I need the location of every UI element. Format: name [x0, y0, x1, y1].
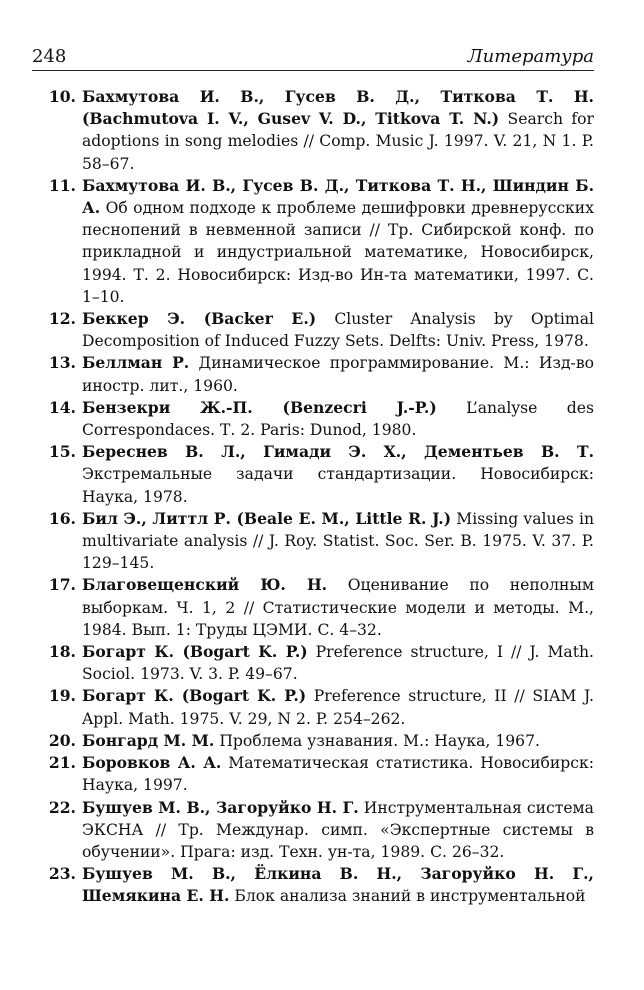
reference-number: 18. — [48, 642, 76, 662]
reference-list — [32, 86, 594, 908]
reference-item — [32, 86, 594, 175]
reference-authors: Бил Э., Литтл Р. (Beale E. M., Little R. J.) — [82, 508, 452, 528]
reference-number: 14. — [48, 397, 76, 417]
reference-number: 21. — [48, 753, 76, 773]
reference-item — [32, 397, 594, 441]
reference-text: Missing values in multivariate analysis // J. Roy. Statist. Soc. Ser. B. 1975. V. 37. P. 129–145. — [82, 509, 594, 573]
reference-authors: Бахмутова И. В., Гусев В. Д., Титкова Т. Н., Шиндин Б. А. — [82, 175, 594, 218]
reference-text: Блок анализа знаний в инструментальной — [234, 887, 586, 906]
reference-item — [32, 352, 594, 396]
reference-authors: Бушуев М. В., Ёлкина В. Н., Загоруйко Н. Г., Шемякина Е. Н. — [82, 864, 594, 906]
reference-item — [32, 508, 594, 575]
reference-number: 11. — [48, 175, 76, 195]
reference-text: Динамическое программирование. М.: Изд-во иностр. лит., 1960. — [82, 354, 594, 395]
reference-authors: Благовещенский Ю. Н. — [82, 575, 328, 595]
reference-number: 19. — [48, 686, 76, 706]
reference-number: 17. — [48, 575, 76, 595]
running-header — [32, 46, 594, 71]
reference-authors: Бушуев М. В., Загоруйко Н. Г. — [82, 797, 359, 817]
reference-text: Проблема узнавания. М.: Наука, 1967. — [219, 731, 540, 750]
reference-item — [32, 574, 594, 641]
reference-text: Экстремальные задачи стандартизации. Новосибирск: Наука, 1978. — [82, 465, 594, 506]
page-number: 248 — [32, 46, 67, 67]
reference-item — [32, 752, 594, 796]
reference-authors: Бензекри Ж.-П. (Benzecri J.-P.) — [82, 397, 437, 417]
reference-text: Инструментальная система ЭКСНА // Тр. Междунар. симп. «Экспертные системы в обучении». Прага: изд. Техн. ун-та, 1989. С. 26–32. — [82, 798, 594, 861]
reference-item — [32, 797, 594, 864]
reference-number: 23. — [48, 864, 76, 884]
reference-text: Оценивание по неполным выборкам. Ч. 1, 2 // Статистические модели и методы. М., 1984. Вып. 1: Труды ЦЭМИ. С. 4–32. — [82, 576, 594, 639]
running-title: Литература — [467, 46, 594, 67]
reference-authors: Беккер Э. (Backer E.) — [82, 309, 317, 329]
reference-number: 16. — [48, 508, 76, 528]
reference-text: Preference structure, II // SIAM J. Appl. Math. 1975. V. 29, N 2. P. 254–262. — [82, 687, 594, 728]
reference-item — [32, 308, 594, 352]
reference-authors: Бонгард М. М. — [82, 730, 215, 750]
reference-item — [32, 441, 594, 508]
reference-text: Preference structure, I // J. Math. Sociol. 1973. V. 3. P. 49–67. — [82, 643, 594, 684]
reference-authors: Береснев В. Л., Гимади Э. Х., Дементьев В. Т. — [82, 442, 594, 462]
reference-item — [32, 175, 594, 308]
reference-text: Об одном подходе к проблеме дешифровки древнерусских песнопений в невменной записи // Тр. Сибирской конф. по прикладной и индустриальной математике, Новосибирск, 1994. Т. 2. Новосибирск: Изд-во Ин-та математики, 1997. С. 1–10. — [82, 199, 594, 306]
reference-number: 20. — [48, 730, 76, 750]
reference-number: 15. — [48, 442, 76, 462]
reference-number: 10. — [48, 87, 76, 106]
reference-item — [32, 863, 594, 907]
reference-text: Search for adoptions in song melodies // Comp. Music J. 1997. V. 21, N 1. P. 58–67. — [82, 110, 594, 173]
reference-authors: Бахмутова И. В., Гусев В. Д., Титкова Т. Н. (Bachmutova I. V., Gusev V. D., Titkova T. N.) — [82, 87, 594, 129]
reference-authors: Богарт К. (Bogart K. P.) — [82, 642, 308, 662]
reference-item — [32, 685, 594, 729]
reference-number: 22. — [48, 797, 76, 817]
reference-number: 12. — [48, 309, 76, 329]
reference-item — [32, 641, 594, 685]
reference-number: 13. — [48, 353, 76, 373]
reference-text: Математическая статистика. Новосибирск: Наука, 1997. — [82, 754, 595, 795]
reference-authors: Беллман Р. — [82, 353, 190, 373]
reference-item — [32, 730, 594, 752]
reference-authors: Боровков А. А. — [82, 753, 222, 773]
reference-text: L’analyse des Correspondaces. Т. 2. Paris: Dunod, 1980. — [82, 398, 594, 440]
reference-authors: Богарт К. (Bogart K. P.) — [82, 686, 307, 706]
reference-text: Cluster Analysis by Optimal Decomposition of Induced Fuzzy Sets. Delfts: Univ. Press, 1978. — [82, 310, 594, 351]
